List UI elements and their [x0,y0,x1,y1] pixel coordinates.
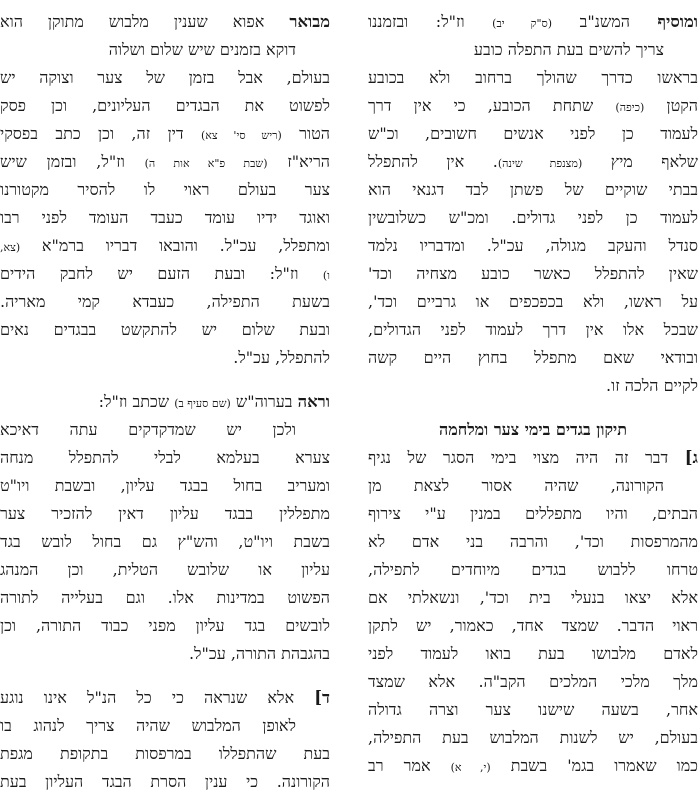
line-text: שבכל אלו אין דרך לעמוד לפני הגדולים, [368,320,698,339]
line-text: צריך להשים בעת התפלה כובע [474,40,664,59]
source-reference: (ס"ק יב) [492,17,552,30]
section-heading: תיקון בגדים בימי צער ומלחמה [368,416,698,444]
text-line [0,64,330,92]
line-text: על ראשו, ולא בכפכפים או גרביים וכד', [368,292,698,311]
line-text: בעולם, אבל בזמן של צער וצוקה יש [0,68,330,87]
text-line [0,640,330,668]
line-text: לפשוט את הבגדים העליונים, וכן פסק [0,96,330,115]
text-line [0,472,330,500]
text-line [0,204,330,232]
text-line [368,288,698,316]
text-line [368,752,698,780]
paragraph-label: מבואר [289,12,330,31]
paragraph-label: ג] [685,448,698,467]
text-line [0,92,330,120]
line-text: צער בעולם ראוי לו להסיר מקטורנו [0,180,330,199]
line-text: ובעת שלום יש להתקשט בבגדים נאים [0,320,330,339]
text-line [368,92,698,120]
text-line [0,232,330,260]
source-reference: (כיפה) [615,101,644,114]
text-line [368,148,698,176]
text-line [368,64,698,92]
line-text: וז"ל, ובזמן שיש [0,152,145,171]
line-text: אפוא שענין מלבוש מתוקן הוא [0,12,289,31]
line-text: בשעת התפילה, כעבדא קמי מאריה. [0,292,330,311]
text-line [368,8,698,36]
line-text: סנדל והעקב מגולה, עכ"ל. ומדבריו נלמד [368,236,698,255]
source-reference: (מצנפת שינה) [498,157,582,170]
line-text: וז"ל: ובעת הזעם יש לחבק הידים [0,264,323,283]
line-text: שאין להתפלל כאשר כובע מצחיה וכד' [368,264,698,283]
source-reference: (ריש סי' צא) [201,129,282,142]
text-line [0,288,330,316]
text-line [0,260,330,288]
text-line [0,36,330,64]
text-line [368,724,698,752]
text-line [0,316,330,344]
line-text: טרחו ללבוש בגדים מיוחדים לתפילה, [368,560,698,579]
line-text: צערא בעלמא לבלי להתפלל מנחה [0,448,330,467]
line-text: הקורונה, שהיה אסור לצאת מן [368,476,664,495]
text-line [368,120,698,148]
line-text: מהמרפסות וכד', והרבה בני אדם לא [368,532,698,551]
text-line [0,768,330,796]
line-text: הקורונה. כי ענין הסרת הבגד העליון בעת [0,772,330,791]
line-text: בהגבהת התורה, עכ"ל. [189,644,330,663]
text-line [368,204,698,232]
line-text: בבתי שוקיים של פשתן לבד דגנאי הוא [368,180,698,199]
text-line [368,444,698,472]
paragraph-label: וראה [298,392,330,411]
line-text: . אין להתפלל [368,152,498,171]
text-line [0,8,330,36]
line-text: להתפלל, עכ"ל. [233,348,330,367]
line-text: אלא יצאו בנעלי בית וכד', ונשאלתי אם [368,588,698,607]
text-line [368,472,698,500]
text-line [368,696,698,724]
paragraph-label: ומוסיף [658,12,698,31]
text-line [0,416,330,444]
line-text: הקטן [644,96,698,115]
source-reference: (צא, [0,241,20,254]
text-line [0,584,330,612]
text-line [0,388,330,416]
line-text: לעמוד כן לפני אנשים חשובים, וכ"ש [368,124,698,143]
text-line [0,176,330,204]
text-line [368,528,698,556]
line-text: המשנ"ב [552,12,657,31]
line-text: בראשו כדרך שהולך ברחוב ולא בכובע [368,68,698,87]
line-text: לאופן המלבוש שהיה צריך לנהוג בו [0,716,296,735]
source-reference: (שבת פ"א אות ה) [145,157,268,170]
line-text: מתפללין בבגד עליון דאין להזכיר צער [0,504,330,523]
source-reference: ו) [323,269,330,282]
line-text: בעת שהתפללו במרפסות בתקופת מגפת [0,744,330,763]
line-text: ומעריב בחול בבגד עליון, ובשבת ויו"ט [0,476,330,495]
line-text: שלאף מיץ [582,152,698,171]
text-line [368,372,698,400]
line-text: אמר רב [368,756,451,775]
text-line [368,640,698,668]
line-text: בערוה"ש [231,392,298,411]
text-line [368,260,698,288]
text-line [0,712,330,740]
line-text: וז"ל: ובזמננו [368,12,492,31]
line-text: לובשים בגד עליון מפני כבוד התורה, וכן [0,616,330,635]
text-line [0,344,330,372]
line-text: אלא שנראה כי כל הנ"ל אינו נוגע [0,688,314,707]
text-line [368,500,698,528]
source-reference: (י, א) [451,761,491,774]
text-line [368,176,698,204]
text-line [0,120,330,148]
text-line [0,556,330,584]
text-line [0,148,330,176]
line-text: אחר, בשעה שישנו צער וצרה גדולה [368,700,698,719]
line-text: הטור [282,124,330,143]
text-line [0,684,330,712]
text-line [0,528,330,556]
text-line [368,232,698,260]
line-text: לעמוד כן לפני גדולים. ומכ"ש כשלובשין [368,208,698,227]
line-text: ומתפלל, עכ"ל. והובאו דבריו ברמ"א [20,236,330,255]
line-text: ואוגד ידיו עומד כעבד העומד לפני רבו [0,208,330,227]
text-line [0,500,330,528]
paragraph-label: ד] [314,688,330,707]
line-text: דין זה, וכן כתב בפסקי [0,124,201,143]
line-text: דבר זה היה מצוי בימי הסגר של נגיף [368,448,685,467]
line-text: שכתב וז"ל: [99,392,175,411]
text-line [368,316,698,344]
line-text: ראוי הדבר. שמצד אחד, כאמור, יש לתקן [368,616,698,635]
line-text: לקיים הלכה זו. [606,376,698,395]
text-line [368,36,698,64]
line-text: הריא"ז [268,152,331,171]
line-text: בשבת ויו"ט, והש"ץ גם בחול לובש בגד [0,532,330,551]
text-line [0,612,330,640]
text-line [368,668,698,696]
line-text: כמו שאמרו בגמ' בשבת [491,756,698,775]
line-text: שתחת הכובע, כי אין דרך [368,96,615,115]
text-line [0,740,330,768]
text-line [368,612,698,640]
text-line [0,444,330,472]
source-reference: (שם סעיף ב) [174,397,231,410]
line-text: דוקא בזמנים שיש שלום ושלוה [109,40,296,59]
text-line [368,344,698,372]
line-text: ולכן יש שמדקדקים עתה דאיכא [0,420,296,439]
line-text: עליון או שלובש הטלית, וכן המנהג [0,560,330,579]
line-text: בעולם, יש לשנות המלבוש בעת התפילה, [368,728,698,747]
line-text: לאדם מלבושו בעת בואו לעמוד לפני [368,644,698,663]
text-line [368,556,698,584]
text-line [368,584,698,612]
line-text: הפשוט במדינות אלו. וגם בעלייה לתורה [0,588,330,607]
line-text: הבתים, והיו מתפללים במנין ע"י צירוף [368,504,698,523]
line-text: מלך מלכי המלכים הקב"ה. אלא שמצד [368,672,698,691]
line-text: ובודאי שאם מתפלל בחוץ היים קשה [368,348,698,367]
